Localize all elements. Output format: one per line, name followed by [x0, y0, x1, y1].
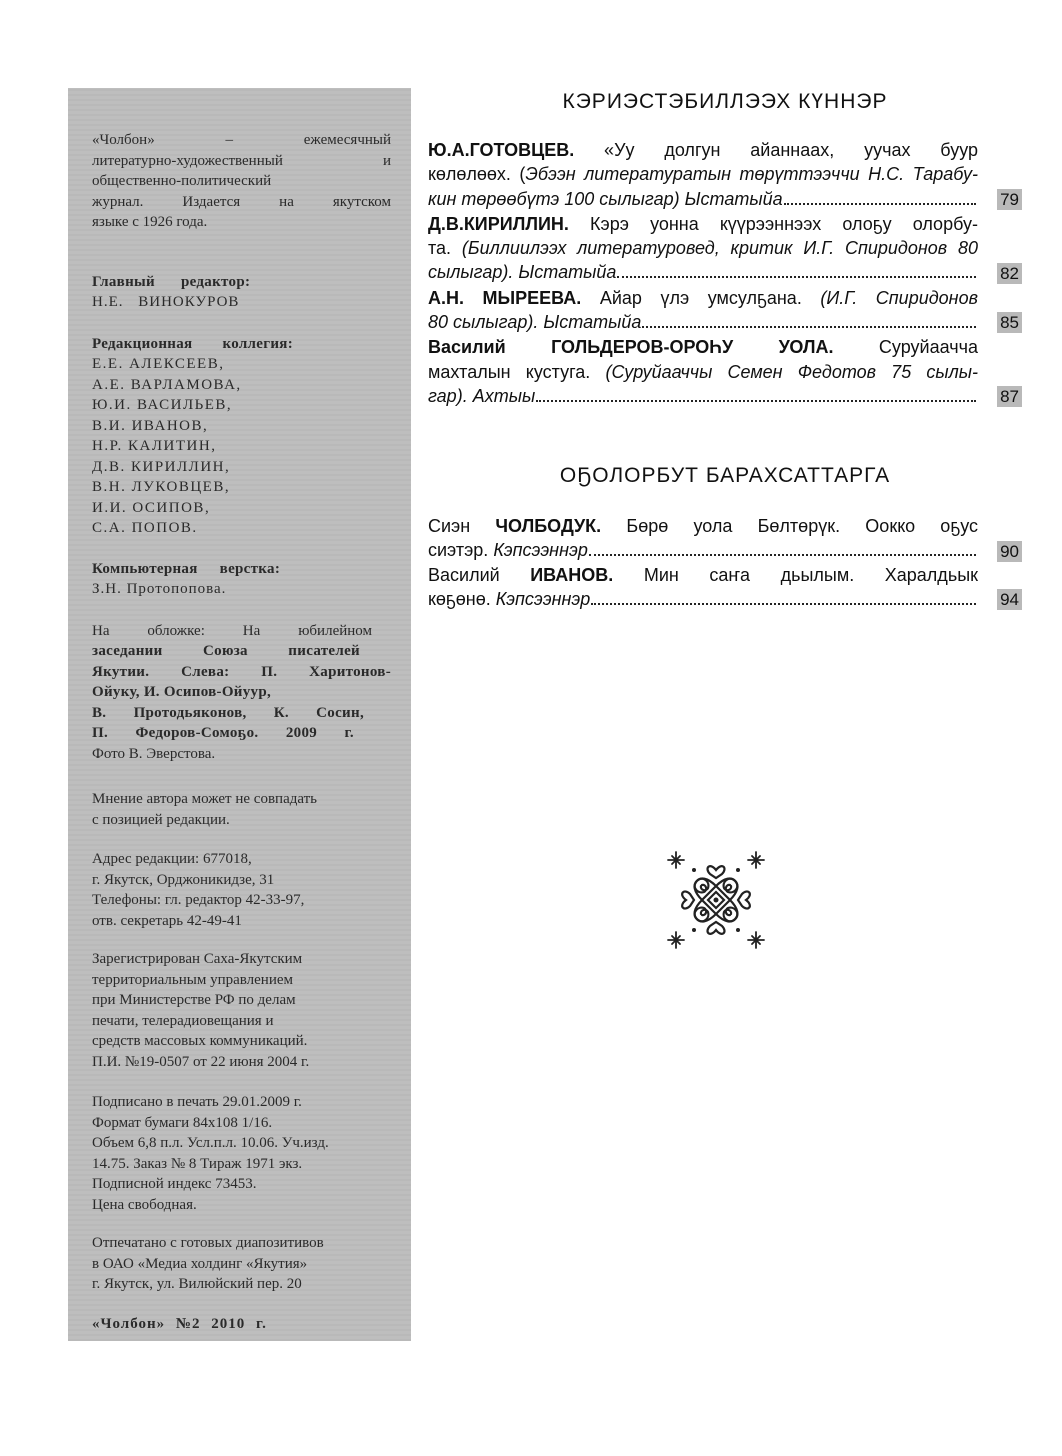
disclaimer — [92, 789, 391, 830]
print-line: Цена свободная. — [92, 1196, 197, 1213]
editorial-address — [92, 849, 391, 931]
print-line: Формат бумаги 84х108 1/16. — [92, 1114, 273, 1131]
entry-author: Ю.А.ГОТОВЦЕВ. — [428, 140, 575, 160]
print-line: 14.75. Заказ № 8 Тираж 1971 экз. — [92, 1155, 303, 1172]
entry-line — [428, 138, 978, 162]
print-line: Подписано в печать 29.01.2009 г. — [92, 1094, 302, 1110]
entry-subtitle: (Суруйааччы Семен Федотов 75 сылы- — [605, 361, 978, 382]
board-member: С.А. ПОПОВ. — [92, 520, 198, 536]
entry-line — [428, 335, 978, 359]
page-number: 82 — [997, 263, 1022, 284]
cover-line: На обложке: На юбилейном — [92, 622, 372, 639]
chief-editor — [92, 272, 391, 313]
entry-author: Василий ГОЛЬДЕРОВ-ОРОҺУ УОЛА. — [428, 337, 834, 358]
entry-title: көлөлөөх. ( — [428, 164, 526, 185]
entry-title: Айар үлэ умсулҕана. — [581, 287, 821, 308]
entry-subtitle: кин төрөөбүтэ 100 сылыгар) Ыстатыйа — [428, 188, 783, 209]
entry-subtitle: Кэпсээннэр — [495, 588, 591, 609]
entry-line — [428, 310, 978, 334]
entry-title: Бөрө уола Бөлтөрүк. Ооккo оҕус — [601, 516, 978, 536]
imprint-column — [68, 88, 411, 1341]
toc-entry[interactable] — [428, 335, 1022, 408]
toc-entry[interactable] — [428, 563, 1022, 612]
page-number: 94 — [997, 589, 1022, 610]
cover-line: В. Протодьяконов, К. Сосин, — [92, 704, 364, 721]
printer-line: в ОАО «Медиа холдинг «Якутия» — [92, 1255, 308, 1272]
entry-author-first: Василий — [428, 564, 531, 585]
cover-photo-credit: Фото В. Эверстова. — [92, 745, 216, 762]
printer-info — [92, 1233, 391, 1295]
dot-leader — [591, 603, 976, 605]
page-number: 79 — [997, 189, 1022, 210]
issue-line: «Чолбон» №2 2010 г. — [92, 1315, 267, 1332]
board-member: Н.Р. КАЛИТИН, — [92, 438, 217, 454]
dot-leader — [784, 203, 976, 205]
board-member: А.Е. ВАРЛАМОВА, — [92, 376, 242, 393]
entry-title: Суруйаачча — [833, 337, 978, 358]
toc-section — [428, 514, 1022, 611]
address-line: г. Якутск, Орджоникидзе, 31 — [92, 871, 275, 888]
entry-subtitle: гар). Ахтыы — [428, 385, 536, 406]
dot-leader — [617, 276, 976, 278]
entry-title: көҕөнө. — [428, 588, 491, 609]
print-line: Объем 6,8 п.л. Усл.п.л. 10.06. Уч.изд. — [92, 1135, 329, 1151]
toc-entry[interactable] — [428, 138, 1022, 211]
entry-line — [428, 187, 978, 211]
registration-line: территориальным управлением — [92, 971, 294, 988]
board-member: Е.Е. АЛЕКСЕЕВ, — [92, 356, 225, 372]
entry-line — [428, 514, 978, 538]
cover-caption — [92, 621, 391, 765]
imprint-line: «Чолбон» – ежемесячный — [92, 132, 391, 148]
chief-editor-label: Главный редактор: — [92, 273, 251, 290]
board-member: В.И. ИВАНОВ, — [92, 417, 209, 434]
entry-line — [428, 236, 978, 260]
page-number: 85 — [997, 312, 1022, 333]
entry-subtitle: Эбээн литературатын төрүттээччи Н.С. Тарабу- — [525, 164, 978, 185]
entry-author: ЧОЛБОДУК. — [495, 516, 602, 536]
entry-title: та. — [428, 238, 462, 259]
layout-credit — [92, 559, 391, 600]
registration-line: при Министерстве РФ по делам — [92, 992, 296, 1008]
board-member: И.И. ОСИПОВ, — [92, 499, 211, 516]
entry-title: Кэрэ уонна күүрээннээх олоҕу олорбу- — [568, 213, 978, 234]
cover-line: Ойуку, И. Осипов-Ойуур, — [92, 684, 272, 700]
print-line: Подписной индекс 73453. — [92, 1176, 257, 1192]
entry-line — [428, 563, 978, 587]
section-title: КЭРИЭСТЭБИЛЛЭЭХ КҮННЭР — [562, 90, 888, 113]
registration-info — [92, 949, 391, 1072]
entry-author: Д.В.КИРИЛЛИН. — [428, 213, 569, 234]
toc-entry[interactable] — [428, 212, 1022, 285]
entry-subtitle: Кэпсээннэр — [493, 540, 588, 561]
board-member: Ю.И. ВАСИЛЬЕВ, — [92, 397, 233, 413]
entry-line — [428, 538, 978, 562]
entry-subtitle: (И.Г. Спиридонов — [820, 287, 978, 308]
dot-leader — [642, 326, 976, 328]
entry-line — [428, 286, 978, 310]
disclaimer-line: с позицией редакции. — [92, 811, 230, 828]
entry-subtitle: 80 сылыгар). Ыстатыйа — [428, 312, 642, 333]
entry-title: Мин саҥа дьылым. Харалдьык — [613, 564, 979, 585]
registration-line: П.И. №19-0507 от 22 июня 2004 г. — [92, 1053, 310, 1070]
page-number: 90 — [997, 541, 1022, 562]
registration-line: Зарегистрирован Саха-Якутским — [92, 951, 303, 967]
entry-author: ИВАНОВ. — [530, 564, 614, 585]
toc-entry[interactable] — [428, 514, 1022, 563]
imprint-line: языке с 1926 года. — [92, 214, 208, 230]
editorial-board-label: Редакционная коллегия: — [92, 335, 293, 352]
registration-line: печати, телерадиовещания и — [92, 1012, 274, 1029]
imprint-line: общественно-политический — [92, 173, 272, 189]
dot-leader — [589, 554, 976, 556]
dot-leader — [536, 400, 976, 402]
entry-subtitle: сылыгар). Ыстатыйа — [428, 262, 617, 283]
entry-author-first: Сиэн — [428, 516, 496, 536]
entry-line — [428, 360, 978, 384]
address-line: Адрес редакции: 677018, — [92, 851, 252, 867]
entry-line — [428, 260, 978, 284]
disclaimer-line: Мнение автора может не совпадать — [92, 791, 318, 807]
cover-line: Якутии. Слева: П. Харитонов- — [92, 663, 391, 680]
cover-line: заседании Союза писателей — [92, 643, 360, 659]
printer-line: Отпечатано с готовых диапозитивов — [92, 1235, 324, 1251]
cover-line: П. Федоров-Сомоҕо. 2009 г. — [92, 725, 354, 741]
chief-editor-name: Н.Е. ВИНОКУРОВ — [92, 294, 240, 310]
entry-line — [428, 384, 978, 408]
journal-description — [92, 130, 391, 233]
page-number: 87 — [997, 386, 1022, 407]
board-member: Д.В. КИРИЛЛИН, — [92, 458, 231, 475]
entry-line — [428, 162, 978, 186]
section-title: ОҔОЛОРБУТ БАРАХСАТТАРГА — [559, 464, 891, 487]
address-line: Телефоны: гл. редактор 42-33-97, — [92, 892, 305, 908]
layout-label: Компьютерная верстка: — [92, 560, 281, 577]
editorial-board — [92, 334, 391, 539]
entry-author: А.Н. МЫРЕЕВА. — [428, 287, 582, 308]
toc-section — [428, 138, 1022, 408]
board-member: В.Н. ЛУКОВЦЕВ, — [92, 479, 231, 495]
entry-title: махталын кустуга. — [428, 361, 606, 382]
imprint-line: литературно-художественный и — [92, 152, 391, 169]
ornament-icon — [664, 848, 768, 952]
registration-line: средств массовых коммуникаций. — [92, 1033, 308, 1049]
toc-entry[interactable] — [428, 286, 1022, 335]
entry-line — [428, 212, 978, 236]
print-details — [92, 1092, 391, 1215]
printer-line: г. Якутск, ул. Вилюйский пер. 20 — [92, 1276, 302, 1292]
entry-title: сиэтэр. — [428, 540, 489, 561]
imprint-line: журнал. Издается на якутском — [92, 193, 391, 210]
layout-name: З.Н. Протопопова. — [92, 581, 227, 597]
entry-title: «Уу долгун айаннаах, уучах буур — [574, 140, 978, 160]
entry-subtitle: (Биллиилээх литературовед, критик И.Г. Спиридонов 80 — [461, 238, 978, 259]
issue-info — [92, 1314, 391, 1335]
address-line: отв. секретарь 42-49-41 — [92, 912, 242, 929]
entry-line — [428, 587, 978, 611]
